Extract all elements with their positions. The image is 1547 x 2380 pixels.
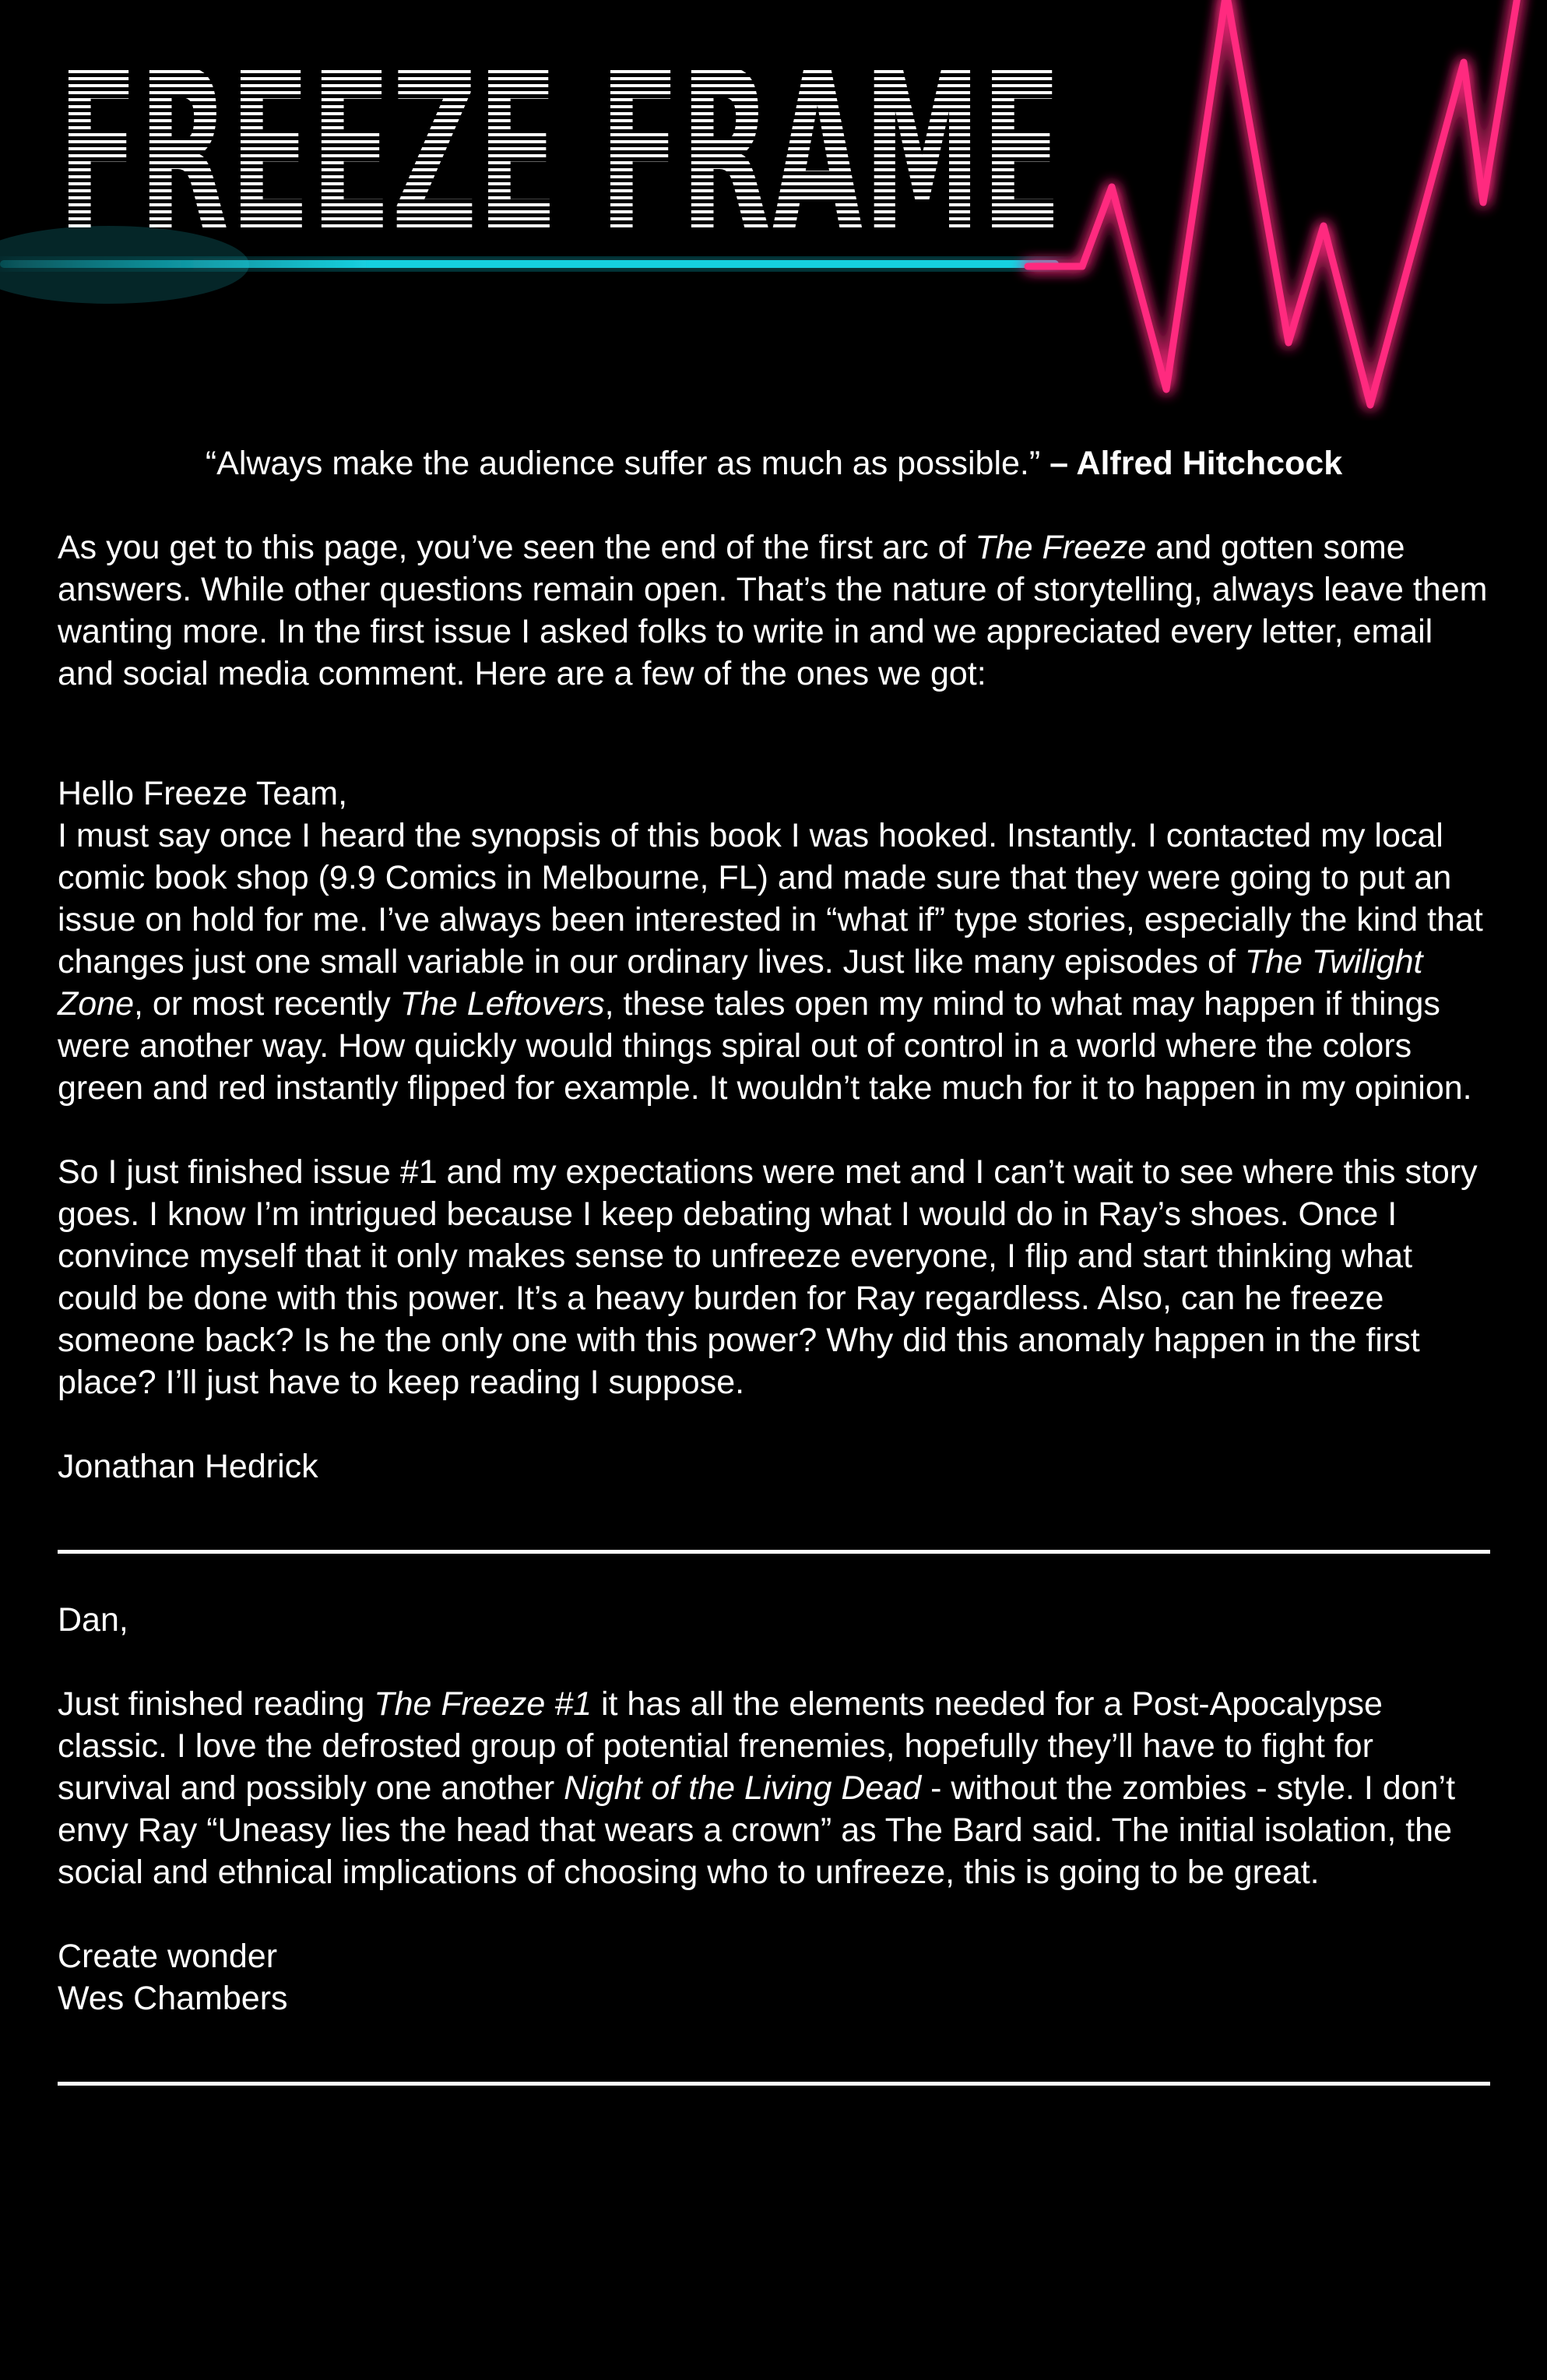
intro-text: and gotten some answers. While other questions remain open. That’s the nature of storytelling, always leave them wanting more. In the first issue I asked folks to write in and we appreciated every letter, email and social media comment. Here are a few of the ones we got: [58, 529, 1488, 692]
letter-paragraph: So I just finished issue #1 and my expectations were met and I can’t wait to see where this story goes. I know I’m intrigued because I keep debating what I would do in Ray’s shoes. Once I convince myself that it only makes sense to unfreeze everyone, I flip and start thinking what could be done with this power. It’s a heavy burden for Ray regardless. Also, can he freeze someone back? Is he the only one with this power? Why did this anomaly happen in the first place? I’ll just have to keep reading I suppose. [58, 1153, 1478, 1401]
heartbeat-line [1028, 0, 1518, 405]
letter-title: The Twilight Zone [58, 943, 1423, 1023]
header-art [0, 0, 1547, 421]
intro-paragraph [58, 526, 1490, 695]
letter-jonathan [58, 773, 1490, 1488]
letter-greeting: Hello Freeze Team, [58, 775, 348, 812]
letter-text: , these tales open my mind to what may happen if things were another way. How quickly would things spiral out of control in a world where the colors green and red instantly flipped for example. It wouldn’t take much for it to happen in my opinion. [58, 985, 1472, 1107]
letter-title: The Leftovers [399, 985, 605, 1023]
letter-text: , or most recently [134, 985, 400, 1023]
quote-attribution: – Alfred Hitchcock [1049, 445, 1343, 482]
letter-text: Just finished reading [58, 1685, 374, 1723]
letter-text: - without the zombies - style. I don’t envy Ray “Uneasy lies the head that wears a crown” as The Bard said. The initial isolation, the social and ethnical implications of choosing who to unfreeze, this is going to be great. [58, 1769, 1456, 1891]
letter-closing: Create wonder [58, 1938, 278, 1975]
letter-paragraph [58, 1683, 1490, 1893]
letter-title: Night of the Living Dead [564, 1769, 922, 1807]
letter-signature: Jonathan Hedrick [58, 1448, 318, 1485]
divider [58, 1550, 1490, 1554]
letter-paragraph [58, 815, 1490, 1109]
divider [58, 2082, 1490, 2086]
intro-text: As you get to this page, you’ve seen the end of the first arc of [58, 529, 976, 566]
letter-text: I must say once I heard the synopsis of this book I was hooked. Instantly. I contacted my local comic book shop (9.9 Comics in Melbourne, FL) and made sure that they were going to put an issue on hold for me. I’ve always been interested in “what if” type stories, especially the kind that changes just one small variable in our ordinary lives. Just like many episodes of [58, 817, 1483, 981]
quote-text: “Always make the audience suffer as much as possible.” [205, 445, 1041, 482]
header-banner [0, 0, 1547, 421]
letter-signature: Wes Chambers [58, 1980, 288, 2017]
letters-column [58, 442, 1490, 2131]
epigraph [58, 442, 1490, 484]
letter-text: it has all the elements needed for a Post-Apocalypse classic. I love the defrosted group of potential frenemies, hopefully they’ll have to fight for survival and possibly one another [58, 1685, 1383, 1807]
letter-wes [58, 1599, 1490, 2019]
page-title: FREEZE FRAME [58, 23, 1062, 285]
intro-title: The Freeze [975, 529, 1147, 566]
letter-title: The Freeze #1 [374, 1685, 592, 1723]
letter-greeting: Dan, [58, 1601, 128, 1639]
